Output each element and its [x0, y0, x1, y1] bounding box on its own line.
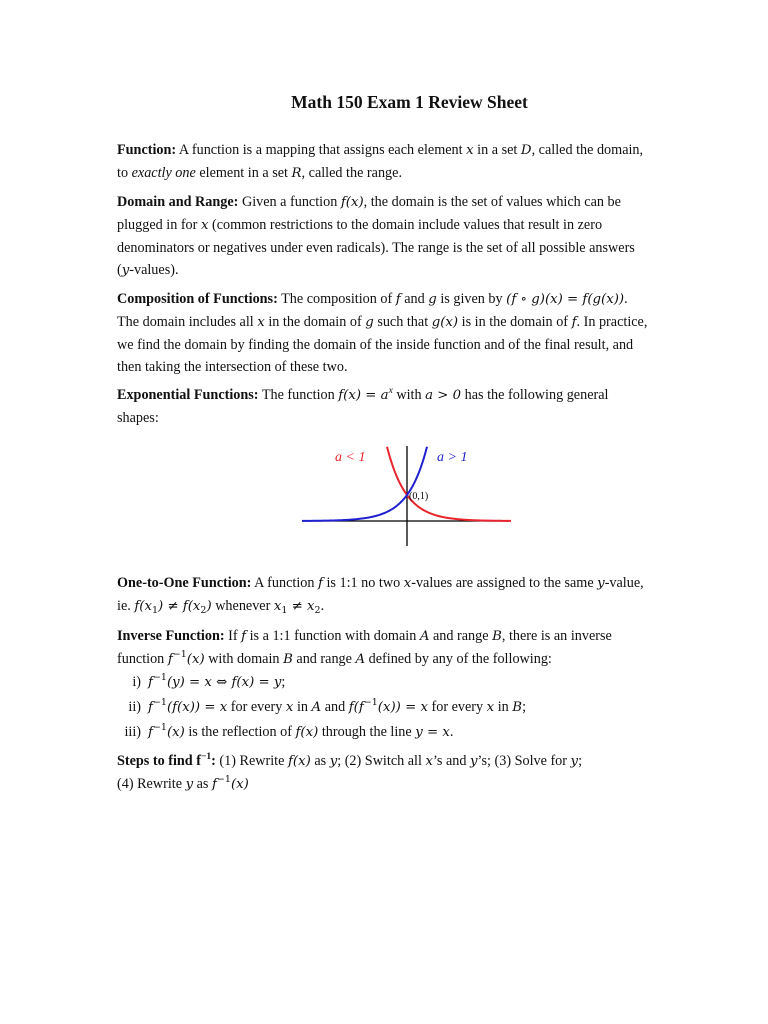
one-to-one-text: -values are assigned to the same	[411, 575, 594, 591]
math-var: x	[403, 576, 412, 591]
function-heading: Function:	[117, 142, 177, 158]
inverse-text: and range	[296, 651, 352, 667]
list-item-text: $f^{-1}(f(x)) = x$ for every x in A and $f(f^{-1}(x)) = x$ for every x in B;	[148, 697, 527, 715]
math-var: B	[492, 629, 502, 644]
math-expr: f(x)	[287, 754, 311, 769]
function-text: , called the range.	[301, 165, 402, 181]
inverse-text: If	[228, 628, 238, 644]
domain-range-definition	[117, 191, 702, 282]
page-title: Math 150 Exam 1 Review Sheet	[291, 92, 528, 112]
math-var: f	[241, 629, 247, 644]
inverse-function-notation: $f^{-1}(x)$	[167, 649, 205, 667]
list-item-number: ii)	[128, 699, 141, 715]
composition-heading: Composition of Functions:	[117, 291, 278, 307]
math-var: f	[571, 315, 577, 330]
composition-text: and	[404, 291, 425, 307]
exponential-text: The function	[261, 387, 335, 403]
inverse-definition	[117, 625, 702, 671]
inverse-text: , there is an inverse	[501, 628, 612, 644]
math-var: B	[283, 652, 293, 667]
math-var: x	[257, 315, 265, 330]
list-item-number: i)	[132, 674, 141, 690]
inverse-heading: Inverse Function:	[117, 628, 225, 644]
function-text: A function is a mapping that assigns each element	[178, 142, 463, 158]
domain-range-text: -values).	[129, 262, 179, 278]
math-var: x	[200, 218, 209, 233]
one-to-one-condition: $x_1 \ne x_2$	[273, 599, 321, 616]
exponential-text: with	[396, 387, 422, 403]
domain-range-heading: Domain and Range:	[117, 194, 239, 210]
steps-heading: Steps to find $f^{-1}$:	[117, 752, 216, 769]
exponential-heading: Exponential Functions:	[117, 387, 259, 403]
one-to-one-text: is 1:1 no two	[326, 575, 401, 591]
exponential-formula: f(x) = a	[338, 388, 389, 403]
inverse-function-notation: $f^{-1}(x)$	[212, 774, 249, 792]
math-var: x	[466, 143, 474, 158]
decay-label: a < 1	[335, 450, 366, 465]
steps-to-find-inverse	[117, 750, 702, 796]
function-text: , called the domain,	[531, 142, 644, 158]
inverse-text: is a 1:1 function with domain	[249, 628, 417, 644]
growth-label: a > 1	[437, 450, 468, 465]
math-expr: f(x)	[340, 195, 364, 210]
composition-formula: (f ∘ g)(x) = f(g(x))	[506, 292, 625, 307]
math-var: y	[121, 263, 130, 278]
math-var: x	[425, 754, 433, 769]
math-condition: a > 0	[425, 388, 462, 403]
inverse-conditions-list	[117, 670, 702, 745]
list-item	[117, 670, 702, 695]
list-item-text: $f^{-1}(y) = x$ ⇔ f(x) = y;	[148, 672, 286, 690]
steps-text: as	[196, 776, 209, 792]
composition-text: is in the domain of	[461, 314, 569, 330]
domain-range-text: (common restrictions to the domain include values that result in zero	[211, 217, 603, 233]
inverse-text: and range	[433, 628, 489, 644]
function-text: to	[117, 165, 129, 181]
domain-range-text: plugged in for	[117, 217, 198, 233]
math-var: y	[329, 754, 338, 769]
one-to-one-text: -value,	[604, 575, 644, 591]
composition-text: . In practice,	[576, 314, 648, 330]
one-to-one-text: .	[320, 598, 325, 614]
exponential-text: shapes:	[117, 410, 159, 426]
composition-text: .	[624, 291, 628, 307]
list-item-number: iii)	[124, 724, 141, 740]
math-var: f	[318, 576, 323, 591]
math-var: y	[570, 754, 579, 769]
math-var: y	[597, 576, 605, 591]
composition-text: The domain includes all	[117, 314, 254, 330]
domain-range-text: Given a function	[241, 194, 338, 210]
list-item	[117, 720, 702, 745]
list-item-text: $f^{-1}(x)$ is the reflection of f(x) through the line y = x.	[148, 722, 454, 740]
one-to-one-definition	[117, 572, 702, 618]
math-expr: g(x)	[431, 315, 459, 330]
math-var: A	[355, 652, 366, 667]
math-var: R	[291, 166, 302, 181]
composition-text: then taking the intersection of these two.	[117, 359, 348, 375]
steps-text: as	[314, 753, 327, 769]
domain-range-text: denominators or negatives under even radicals). The range is the set of all possible answers	[117, 240, 635, 256]
composition-text: The composition of	[281, 291, 393, 307]
one-to-one-formula: $f(x_1) \ne f(x_2)$	[134, 599, 212, 616]
steps-text: ; (2) Switch all	[337, 753, 422, 769]
exponential-text: has the following general	[464, 387, 609, 403]
math-var: g	[365, 315, 374, 330]
exponential-graph	[297, 440, 517, 550]
one-to-one-text: whenever	[215, 598, 271, 614]
domain-range-text: , the domain is the set of values which can be	[363, 194, 621, 210]
one-to-one-text: ie.	[117, 598, 131, 614]
steps-text: (1) Rewrite	[219, 753, 285, 769]
steps-text: (4) Rewrite	[117, 776, 183, 792]
steps-text: ’s; (3) Solve for	[477, 753, 567, 769]
function-text: element in a set	[199, 165, 288, 181]
intercept-label: (0,1)	[409, 491, 429, 502]
math-var: g	[428, 292, 437, 307]
inverse-text: defined by any of the following:	[368, 651, 552, 667]
domain-range-text: (	[117, 262, 122, 278]
exponent: x	[388, 386, 393, 396]
math-var: y	[185, 777, 194, 792]
inverse-text: with domain	[208, 651, 280, 667]
function-definition	[117, 139, 702, 185]
math-var: f	[395, 292, 401, 307]
one-to-one-heading: One-to-One Function:	[117, 575, 252, 591]
steps-text: ;	[578, 753, 583, 769]
math-var: y	[470, 754, 478, 769]
list-item	[117, 695, 702, 720]
math-var: A	[419, 629, 430, 644]
exponential-definition	[117, 384, 702, 429]
steps-text: ’s and	[432, 753, 467, 769]
composition-text: is given by	[440, 291, 503, 307]
composition-text: in the domain of	[268, 314, 362, 330]
emphasis-text: exactly one	[131, 165, 196, 181]
inverse-text: function	[117, 651, 165, 667]
composition-text: we find the domain by finding the domain of the inside function and of the final result, and	[117, 337, 634, 353]
composition-definition	[117, 288, 702, 378]
math-var: D	[520, 143, 532, 158]
one-to-one-text: A function	[254, 575, 315, 591]
function-text: in a set	[477, 142, 518, 158]
composition-text: such that	[377, 314, 429, 330]
